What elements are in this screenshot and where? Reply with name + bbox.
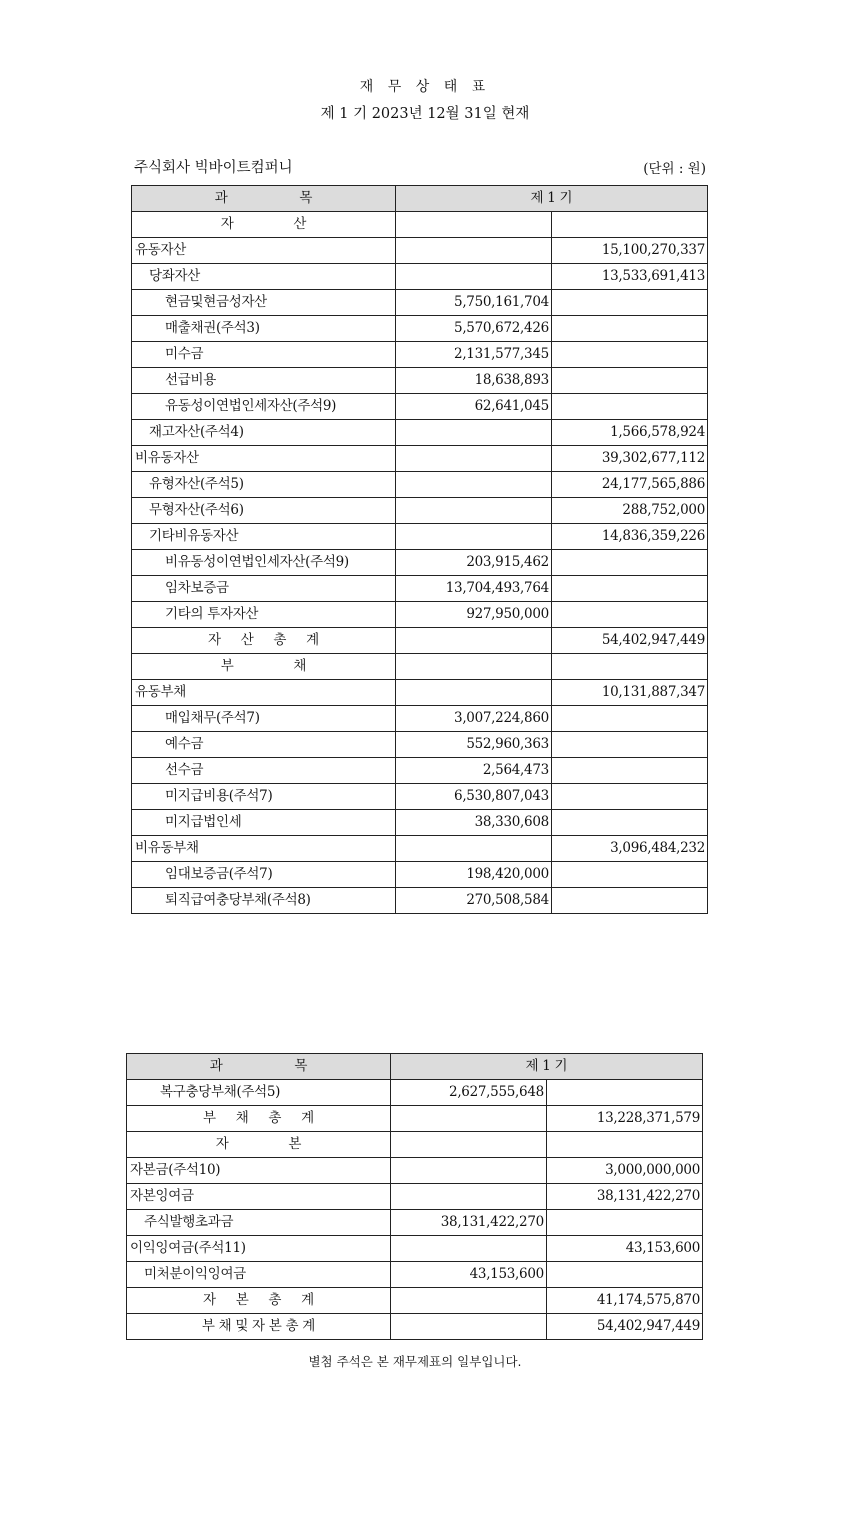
table-row — [127, 1288, 703, 1314]
subtotal-amount: 54,402,947,449 — [551, 628, 707, 654]
detail-amount: 3,007,224,860 — [395, 706, 551, 732]
subtotal-amount: 14,836,359,226 — [551, 524, 707, 550]
table-row — [132, 810, 708, 836]
account-name: 당좌자산 — [132, 264, 396, 290]
detail-amount: 2,564,473 — [395, 758, 551, 784]
account-name: 미지급법인세 — [132, 810, 396, 836]
column-header-period: 제 1 기 — [390, 1054, 702, 1080]
column-header-item: 과 목 — [132, 186, 396, 212]
detail-amount: 18,638,893 — [395, 368, 551, 394]
subtotal-amount — [551, 654, 707, 680]
detail-amount: 552,960,363 — [395, 732, 551, 758]
detail-amount — [390, 1158, 546, 1184]
account-name: 미수금 — [132, 342, 396, 368]
detail-amount — [395, 420, 551, 446]
table-row — [127, 1132, 703, 1158]
subtotal-amount: 1,566,578,924 — [551, 420, 707, 446]
account-name: 유형자산(주석5) — [132, 472, 396, 498]
subtotal-amount: 3,000,000,000 — [546, 1158, 702, 1184]
detail-amount: 6,530,807,043 — [395, 784, 551, 810]
account-name: 미지급비용(주석7) — [132, 784, 396, 810]
table-row — [132, 368, 708, 394]
subtotal-amount: 13,228,371,579 — [546, 1106, 702, 1132]
balance-sheet-table-2 — [126, 1053, 703, 1340]
table-row — [132, 472, 708, 498]
table-row — [132, 498, 708, 524]
detail-amount: 5,750,161,704 — [395, 290, 551, 316]
account-name: 비유동성이연법인세자산(주석9) — [132, 550, 396, 576]
detail-amount — [390, 1184, 546, 1210]
statement-period: 제 1 기 2023년 12월 31일 현재 — [320, 106, 530, 122]
table-row — [132, 862, 708, 888]
table-row — [132, 836, 708, 862]
subtotal-amount: 38,131,422,270 — [546, 1184, 702, 1210]
account-name: 임대보증금(주석7) — [132, 862, 396, 888]
subtotal-amount — [551, 212, 707, 238]
subtotal-amount — [551, 602, 707, 628]
table-row — [132, 706, 708, 732]
table-row — [132, 680, 708, 706]
detail-amount: 38,131,422,270 — [390, 1210, 546, 1236]
detail-amount — [390, 1236, 546, 1262]
account-name: 자본잉여금 — [127, 1184, 391, 1210]
table-row — [127, 1184, 703, 1210]
table-header-row — [127, 1054, 703, 1080]
table-row — [127, 1314, 703, 1340]
subtotal-amount: 13,533,691,413 — [551, 264, 707, 290]
detail-amount — [395, 836, 551, 862]
detail-amount: 270,508,584 — [395, 888, 551, 914]
detail-amount: 62,641,045 — [395, 394, 551, 420]
account-name: 유동자산 — [132, 238, 396, 264]
footnote: 별첨 주석은 본 재무제표의 일부입니다. — [308, 1354, 522, 1369]
subtotal-amount — [546, 1210, 702, 1236]
detail-amount — [395, 654, 551, 680]
account-name: 이익잉여금(주석11) — [127, 1236, 391, 1262]
account-name: 주식발행초과금 — [127, 1210, 391, 1236]
subtotal-amount — [551, 706, 707, 732]
table-row — [132, 888, 708, 914]
subtotal-amount: 10,131,887,347 — [551, 680, 707, 706]
subtotal-amount — [551, 576, 707, 602]
table-row — [132, 576, 708, 602]
account-name: 자 본 — [127, 1132, 391, 1158]
detail-amount — [390, 1314, 546, 1340]
table-row — [132, 654, 708, 680]
table-row — [132, 758, 708, 784]
account-name: 유동부채 — [132, 680, 396, 706]
table-row — [127, 1236, 703, 1262]
table-row — [132, 342, 708, 368]
account-name: 자 산 총 계 — [132, 628, 396, 654]
detail-amount — [395, 446, 551, 472]
detail-amount: 2,627,555,648 — [390, 1080, 546, 1106]
subtotal-amount — [546, 1080, 702, 1106]
subtotal-amount — [551, 290, 707, 316]
subtotal-amount: 39,302,677,112 — [551, 446, 707, 472]
currency-unit: (단위 : 원) — [643, 161, 706, 177]
table-row — [132, 264, 708, 290]
account-name: 부 채 및 자 본 총 계 — [127, 1314, 391, 1340]
table-row — [132, 524, 708, 550]
column-header-period: 제 1 기 — [395, 186, 707, 212]
table-row — [132, 420, 708, 446]
subtotal-amount: 54,402,947,449 — [546, 1314, 702, 1340]
table-row — [132, 290, 708, 316]
detail-amount — [395, 680, 551, 706]
account-name: 현금및현금성자산 — [132, 290, 396, 316]
account-name: 비유동부채 — [132, 836, 396, 862]
detail-amount — [395, 238, 551, 264]
account-name: 기타비유동자산 — [132, 524, 396, 550]
table-row — [132, 628, 708, 654]
account-name: 임차보증금 — [132, 576, 396, 602]
table-row — [127, 1106, 703, 1132]
table-body — [127, 1080, 703, 1340]
account-name: 자 본 총 계 — [127, 1288, 391, 1314]
subtotal-amount: 24,177,565,886 — [551, 472, 707, 498]
table-row — [132, 550, 708, 576]
account-name: 퇴직급여충당부채(주석8) — [132, 888, 396, 914]
account-name: 부 채 — [132, 654, 396, 680]
account-name: 재고자산(주석4) — [132, 420, 396, 446]
account-name: 부 채 총 계 — [127, 1106, 391, 1132]
subtotal-amount — [551, 394, 707, 420]
subtotal-amount — [551, 316, 707, 342]
subtotal-amount — [551, 758, 707, 784]
detail-amount — [390, 1132, 546, 1158]
detail-amount: 203,915,462 — [395, 550, 551, 576]
subtotal-amount: 3,096,484,232 — [551, 836, 707, 862]
subtotal-amount — [546, 1262, 702, 1288]
subtotal-amount — [551, 368, 707, 394]
subtotal-amount — [551, 888, 707, 914]
account-name: 비유동자산 — [132, 446, 396, 472]
balance-sheet-table-1 — [131, 185, 708, 914]
subtotal-amount — [546, 1132, 702, 1158]
detail-amount — [395, 498, 551, 524]
statement-title: 재 무 상 태 표 — [359, 79, 491, 95]
account-name: 기타의 투자자산 — [132, 602, 396, 628]
detail-amount: 43,153,600 — [390, 1262, 546, 1288]
subtotal-amount — [551, 550, 707, 576]
table-row — [132, 316, 708, 342]
account-name: 선수금 — [132, 758, 396, 784]
table-row — [132, 732, 708, 758]
company-name: 주식회사 빅바이트컴퍼니 — [134, 160, 293, 176]
table-row — [132, 212, 708, 238]
table-row — [127, 1210, 703, 1236]
detail-amount: 198,420,000 — [395, 862, 551, 888]
table-body — [132, 212, 708, 914]
detail-amount — [395, 524, 551, 550]
detail-amount — [395, 264, 551, 290]
subtotal-amount: 15,100,270,337 — [551, 238, 707, 264]
column-header-item: 과 목 — [127, 1054, 391, 1080]
subtotal-amount — [551, 862, 707, 888]
detail-amount — [395, 472, 551, 498]
account-name: 유동성이연법인세자산(주석9) — [132, 394, 396, 420]
detail-amount: 5,570,672,426 — [395, 316, 551, 342]
table-row — [127, 1080, 703, 1106]
detail-amount — [390, 1106, 546, 1132]
account-name: 예수금 — [132, 732, 396, 758]
subtotal-amount: 41,174,575,870 — [546, 1288, 702, 1314]
detail-amount — [390, 1288, 546, 1314]
detail-amount: 2,131,577,345 — [395, 342, 551, 368]
table-row — [132, 784, 708, 810]
table-row — [132, 394, 708, 420]
subtotal-amount — [551, 732, 707, 758]
detail-amount: 38,330,608 — [395, 810, 551, 836]
subtotal-amount — [551, 784, 707, 810]
table-row — [127, 1262, 703, 1288]
subtotal-amount — [551, 342, 707, 368]
account-name: 자 산 — [132, 212, 396, 238]
subtotal-amount — [551, 810, 707, 836]
account-name: 매출채권(주석3) — [132, 316, 396, 342]
account-name: 매입채무(주석7) — [132, 706, 396, 732]
account-name: 자본금(주석10) — [127, 1158, 391, 1184]
account-name: 미처분이익잉여금 — [127, 1262, 391, 1288]
detail-amount — [395, 628, 551, 654]
table-row — [127, 1158, 703, 1184]
table-row — [132, 446, 708, 472]
table-row — [132, 602, 708, 628]
table-header-row — [132, 186, 708, 212]
table-row — [132, 238, 708, 264]
subtotal-amount: 43,153,600 — [546, 1236, 702, 1262]
detail-amount — [395, 212, 551, 238]
detail-amount: 13,704,493,764 — [395, 576, 551, 602]
account-name: 복구충당부채(주석5) — [127, 1080, 391, 1106]
account-name: 무형자산(주석6) — [132, 498, 396, 524]
account-name: 선급비용 — [132, 368, 396, 394]
detail-amount: 927,950,000 — [395, 602, 551, 628]
subtotal-amount: 288,752,000 — [551, 498, 707, 524]
